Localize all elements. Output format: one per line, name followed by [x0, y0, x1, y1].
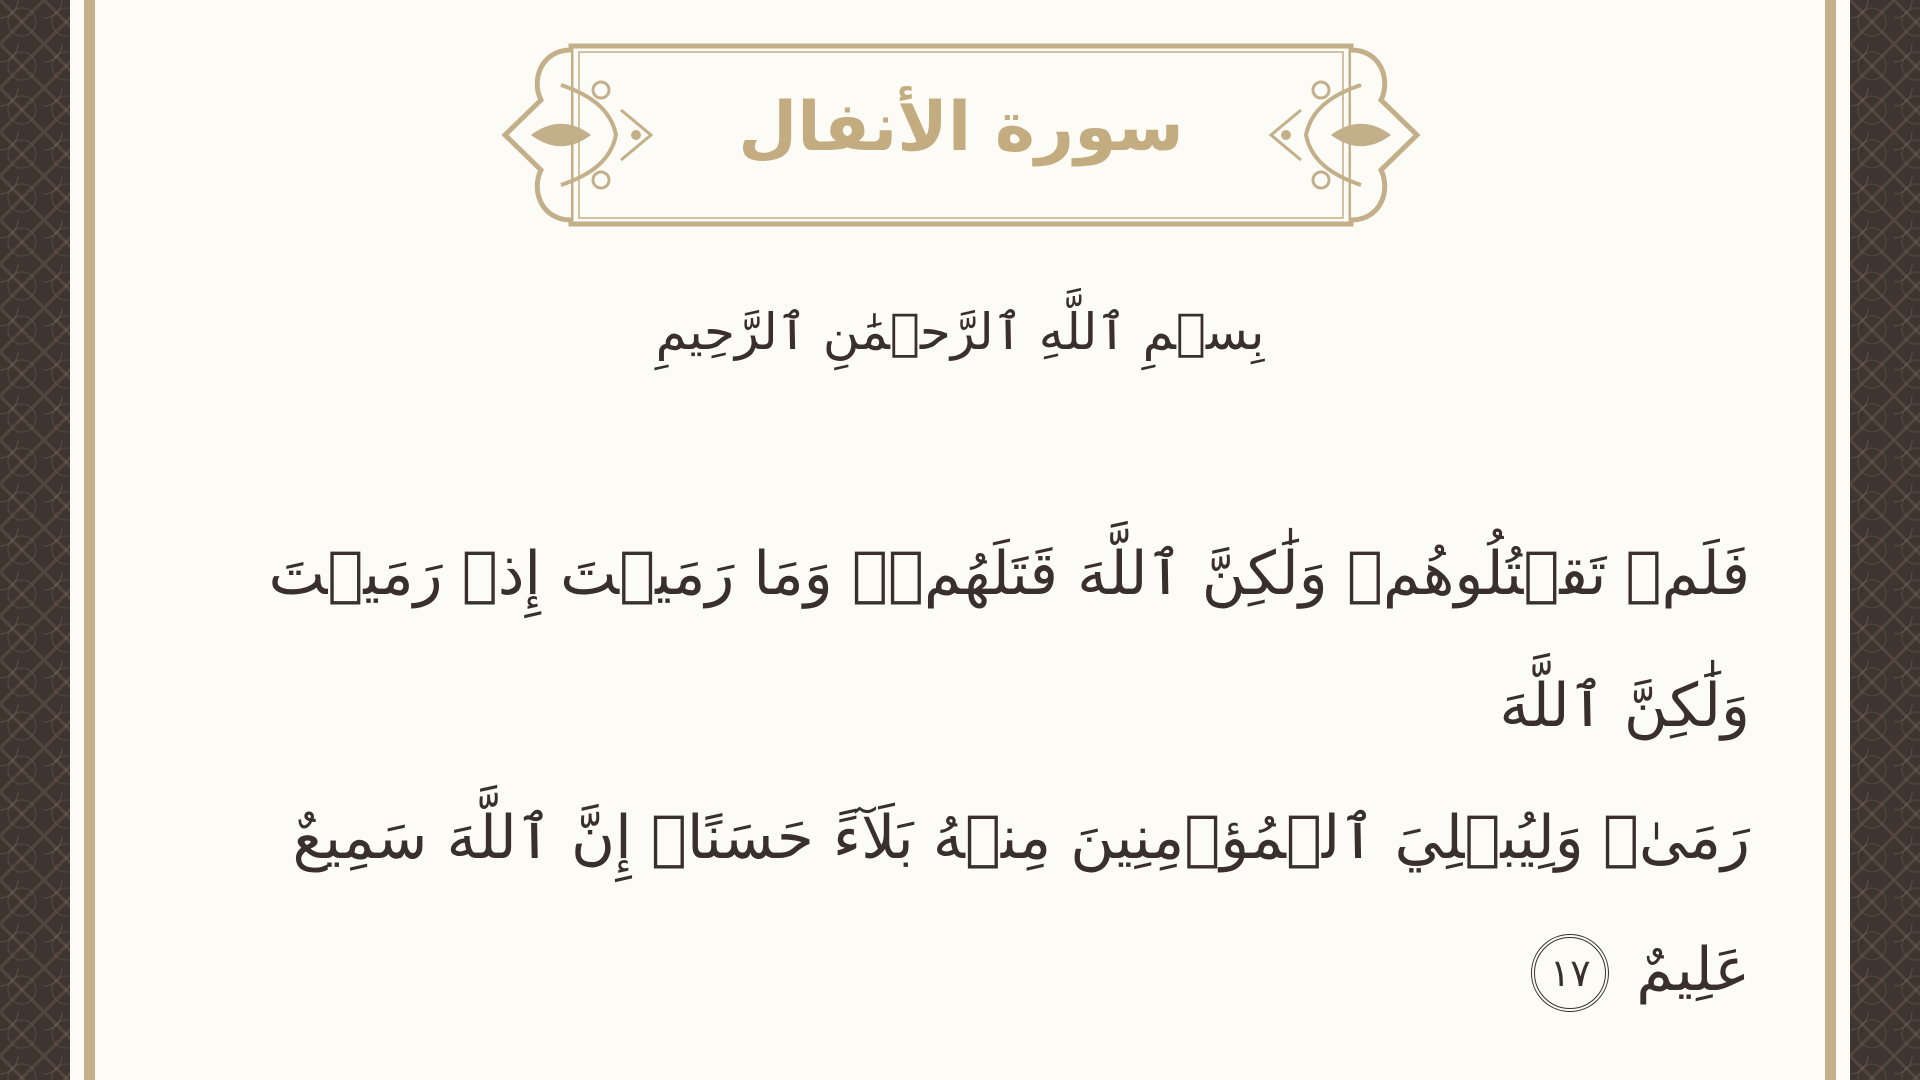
mushaf-page: [70, 0, 1850, 1080]
left-ornamental-border: [0, 0, 70, 1080]
verse-line-2-text: رَمَىٰۚ وَلِيُبۡلِيَ ٱلۡمُؤۡمِنِينَ مِنۡهُ بَلَآءً حَسَنًاۚ إِنَّ ٱللَّهَ سَمِيعٌ عَلِيمٌ: [292, 803, 1750, 1005]
verse-line-2: [260, 772, 1750, 1036]
surah-title: سورة الأنفال: [738, 88, 1184, 167]
surah-title-frame: [501, 40, 1421, 230]
verse-line-1: فَلَمۡ تَقۡتُلُوهُمۡ وَلَٰكِنَّ ٱللَّهَ قَتَلَهُمۡۚ وَمَا رَمَيۡتَ إِذۡ رَمَيۡتَ وَلَٰكِنَّ ٱللَّهَ: [268, 539, 1750, 741]
right-ornamental-border: [1850, 0, 1920, 1080]
verse-text: [260, 508, 1750, 1036]
basmala: بِسۡمِ ٱللَّهِ ٱلرَّحۡمَٰنِ ٱلرَّحِيمِ: [655, 303, 1265, 361]
right-gold-rule: [1825, 0, 1836, 1080]
left-gold-rule: [84, 0, 95, 1080]
ayah-number-marker: ١٧: [1531, 934, 1609, 1012]
